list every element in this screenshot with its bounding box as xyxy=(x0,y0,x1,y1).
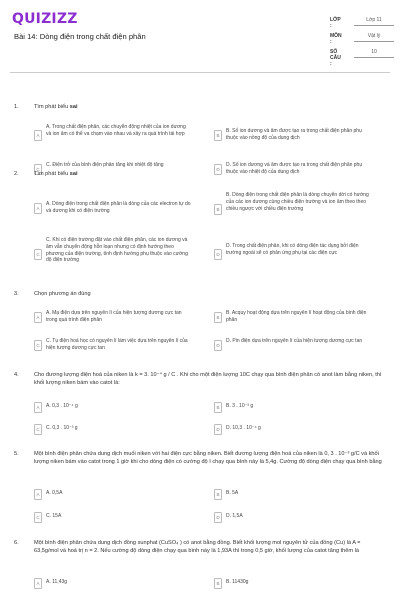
question-emphasis: sai xyxy=(69,104,78,110)
option-text: D. 10,3 . 10⁻⁴ g xyxy=(226,425,261,431)
meta-subject-value: Vật lý xyxy=(367,33,381,39)
question-text xyxy=(34,104,382,112)
option-text: A. Mạ điện dựa trên nguyên lí của hiện tượng dương cực tan trong quá trình điện phân xyxy=(46,310,182,323)
question-number: 1. xyxy=(14,104,19,110)
question-number: 3. xyxy=(14,291,19,297)
option-letter: A xyxy=(34,578,42,589)
header-divider xyxy=(10,72,390,73)
question-number: 4. xyxy=(14,372,19,378)
question-prefix: Tìm phát biểu xyxy=(34,171,70,177)
question-prefix: Cho đương lượng điện hoá của niken là k = 3. 10⁻⁴ g / C . Khi cho một điện lượng 10C chạy qua bình điện phân có anot làm bằng niken, thì khối lượng niken bám vào catot là: xyxy=(34,372,382,386)
option-letter: D xyxy=(214,249,222,260)
question-emphasis: sai xyxy=(69,171,78,177)
option-letter: C xyxy=(34,164,42,175)
option-letter: B xyxy=(214,578,222,589)
option-letter: B xyxy=(214,312,222,323)
option-letter: B xyxy=(214,130,222,141)
option-text: B. Dòng điện trong chất điện phân là dòng chuyển dời có hướng của các ion dương cùng chiều điện trường và ion âm theo theo chiều ngược với chiều điện trường xyxy=(226,192,369,212)
meta-count-value: 10 xyxy=(371,49,377,55)
option-text: B. Acquy hoạt động dựa trên nguyên lí hoạt động của bình điện phân xyxy=(226,310,367,323)
option-letter: B xyxy=(214,204,222,215)
question-text xyxy=(34,540,382,555)
meta-class-line xyxy=(354,25,394,26)
option-text: B. 3 . 10⁻³ g xyxy=(226,403,254,409)
option-text: A. 0,3 . 10⁻⁴ g xyxy=(46,403,78,409)
option-text: B. 5A xyxy=(226,490,239,496)
worksheet-title: Bài 14: Dòng điện trong chất điện phân xyxy=(14,32,146,41)
option-letter: D xyxy=(214,164,222,175)
question-prefix: Chọn phương án đúng xyxy=(34,291,91,297)
question-prefix: Tìm phát biểu xyxy=(34,104,70,110)
option-text: A. 11,43g xyxy=(46,579,68,585)
question-prefix: Một bình điện phân chứa dung dịch muối niken với hai điện cực bằng niken. Biết đương lượng điện hoá của niken là 0, 3 . 10⁻³ g/C và khối lượng niken bám vào catot trong 1 giờ khi cho dòng điện có cường độ I chạy qua bình này là 5,4g. Cường độ dòng điện chạy qua bình bằng xyxy=(34,451,382,465)
meta-class-label: LỚP : xyxy=(330,17,341,29)
option-text: B. 11430g xyxy=(226,579,249,585)
option-text: D. Pin điện dựa trên nguyên lí của hiện tượng dương cực tan xyxy=(226,338,363,344)
meta-subject-line xyxy=(354,41,394,42)
question-number: 5. xyxy=(14,451,19,457)
option-letter: A xyxy=(34,489,42,500)
option-letter: C xyxy=(34,340,42,351)
option-letter: B xyxy=(214,489,222,500)
meta-count-label: SỐ CÂU : xyxy=(330,49,341,67)
option-letter: D xyxy=(214,340,222,351)
option-text: D. Số ion dương và âm được tạo ra trong chất điện phân phụ thuộc vào nhiệt độ của dung dịch xyxy=(226,162,363,175)
option-letter: C xyxy=(34,512,42,523)
option-letter: C xyxy=(34,249,42,260)
worksheet-header xyxy=(0,0,400,72)
meta-class-value: Lớp 11 xyxy=(366,17,382,23)
meta-count-line xyxy=(354,57,394,58)
option-text: C. 15A xyxy=(46,513,62,519)
question-text xyxy=(34,372,382,387)
question-text xyxy=(34,451,382,466)
option-text: B. Số ion dương và âm được tạo ra trong chất điện phân phụ thuộc vào nồng độ của dung dịch xyxy=(226,128,362,141)
question-prefix: Một bình điện phân chứa dung dịch đồng sunphat (CuSO₄ ) có anot bằng đồng. Biết khối lượng mol nguyên tử của đồng (Cu) là A = 63,5g/mol và hoá trị n = 2. Nếu cường độ dòng điện chạy qua bình này là 1,93A thì trong 0,5 giờ, khối lượng của catot tăng thêm là xyxy=(34,540,361,554)
question-number: 2. xyxy=(14,171,19,177)
option-text: A. Dòng điện trong chất điện phân là dòng của các electron tự do và dương khi có điện trường xyxy=(46,201,191,214)
option-letter: A xyxy=(34,402,42,413)
quizizz-logo: QUIZIZZ xyxy=(12,11,78,27)
option-letter: D xyxy=(214,512,222,523)
option-letter: A xyxy=(34,130,42,141)
option-text: C. Tụ điện hoá học có nguyên lí làm việc dựa trên nguyên lí của hiện tượng dương cực tan xyxy=(46,338,188,351)
option-text: D. 1,5A xyxy=(226,513,243,519)
question-number: 6. xyxy=(14,540,19,546)
option-letter: C xyxy=(34,424,42,435)
option-letter: A xyxy=(34,203,42,214)
option-text: D. Trong chất điện phân, khi có dòng điện tác dụng bởi điện trường ngoài sẽ có phản ứng phụ tại các điện cực xyxy=(226,243,359,256)
option-text: A. 0,5A xyxy=(46,490,63,496)
question-text xyxy=(34,171,382,179)
option-text: C. Khi có điện trường đặt vào chất điện phân, các ion dương và âm vẫn chuyển động hỗn loạn nhưng có định hướng theo phương của điện trường, tính định hướng phụ thuộc vào cường độ điện trường xyxy=(46,237,188,264)
option-text: C. 0,3 . 10⁻³ g xyxy=(46,425,78,431)
question-text xyxy=(34,291,382,299)
meta-subject-label: MÔN : xyxy=(330,33,342,45)
option-letter: B xyxy=(214,402,222,413)
option-letter: D xyxy=(214,424,222,435)
option-text: A. Trong chất điện phân, các chuyển động nhiệt của ion dương và ion âm có thể va chạm vào nhau và xảy ra quá trình tái hợp xyxy=(46,124,186,137)
option-letter: A xyxy=(34,312,42,323)
option-text: C. Điện trở của bình điện phân tăng khi nhiệt độ tăng xyxy=(46,162,164,168)
